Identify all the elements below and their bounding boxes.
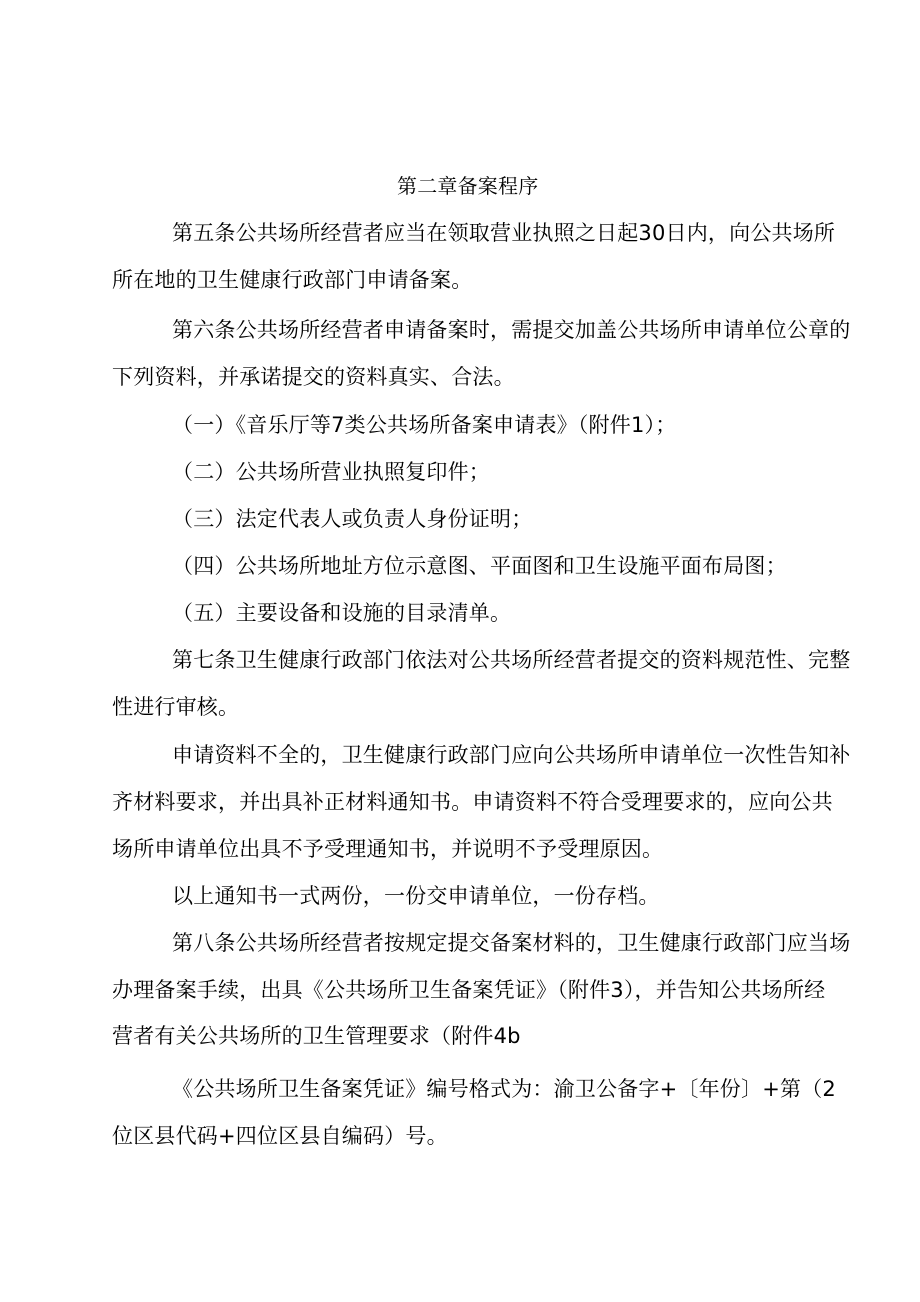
paragraph-line: 第八条公共场所经营者按规定提交备案材料的，卫生健康行政部门应当场 — [172, 931, 851, 955]
paragraph-line: 第五条公共场所经营者应当在领取营业执照之日起30日内，向公共场所 — [172, 221, 836, 245]
paragraph-line: 申请资料不全的，卫生健康行政部门应向公共场所申请单位一次性告知补 — [172, 743, 851, 767]
list-item-line: （五）主要设备和设施的目录清单。 — [172, 601, 512, 625]
paragraph-line: 所在地的卫生健康行政部门申请备案。 — [112, 268, 473, 292]
paragraph-line: 场所申请单位出具不予受理通知书，并说明不予受理原因。 — [112, 837, 664, 861]
paragraph-line: 《公共场所卫生备案凭证》编号格式为：渝卫公备字+〔年份〕+第（2 — [172, 1077, 836, 1101]
paragraph-line: 办理备案手续，出具《公共场所卫生备案凭证》（附件3），并告知公共场所经 — [112, 978, 826, 1002]
list-item-line: （二）公共场所营业执照复印件； — [172, 460, 490, 484]
list-item-line: （四）公共场所地址方位示意图、平面图和卫生设施平面布局图； — [172, 554, 787, 578]
paragraph-line: 第七条卫生健康行政部门依法对公共场所经营者提交的资料规范性、完整 — [172, 648, 851, 672]
list-item-line: （一）《音乐厅等7类公共场所备案申请表》（附件1）； — [172, 413, 677, 437]
chapter-title: 第二章备案程序 — [397, 174, 539, 198]
paragraph-line: 性进行审核。 — [112, 695, 240, 719]
paragraph-line: 以上通知书一式两份，一份交申请单位，一份存档。 — [172, 884, 660, 908]
paragraph-line: 齐材料要求，并出具补正材料通知书。申请资料不符合受理要求的，应向公共 — [112, 790, 833, 814]
paragraph-line: 位区县代码+四位区县自编码）号。 — [112, 1124, 448, 1148]
list-item-line: （三）法定代表人或负责人身份证明； — [172, 507, 533, 531]
paragraph-line: 下列资料，并承诺提交的资料真实、合法。 — [112, 365, 515, 389]
paragraph-line: 第六条公共场所经营者申请备案时，需提交加盖公共场所申请单位公章的 — [172, 318, 851, 342]
paragraph-line: 营者有关公共场所的卫生管理要求（附件4b — [112, 1024, 521, 1048]
